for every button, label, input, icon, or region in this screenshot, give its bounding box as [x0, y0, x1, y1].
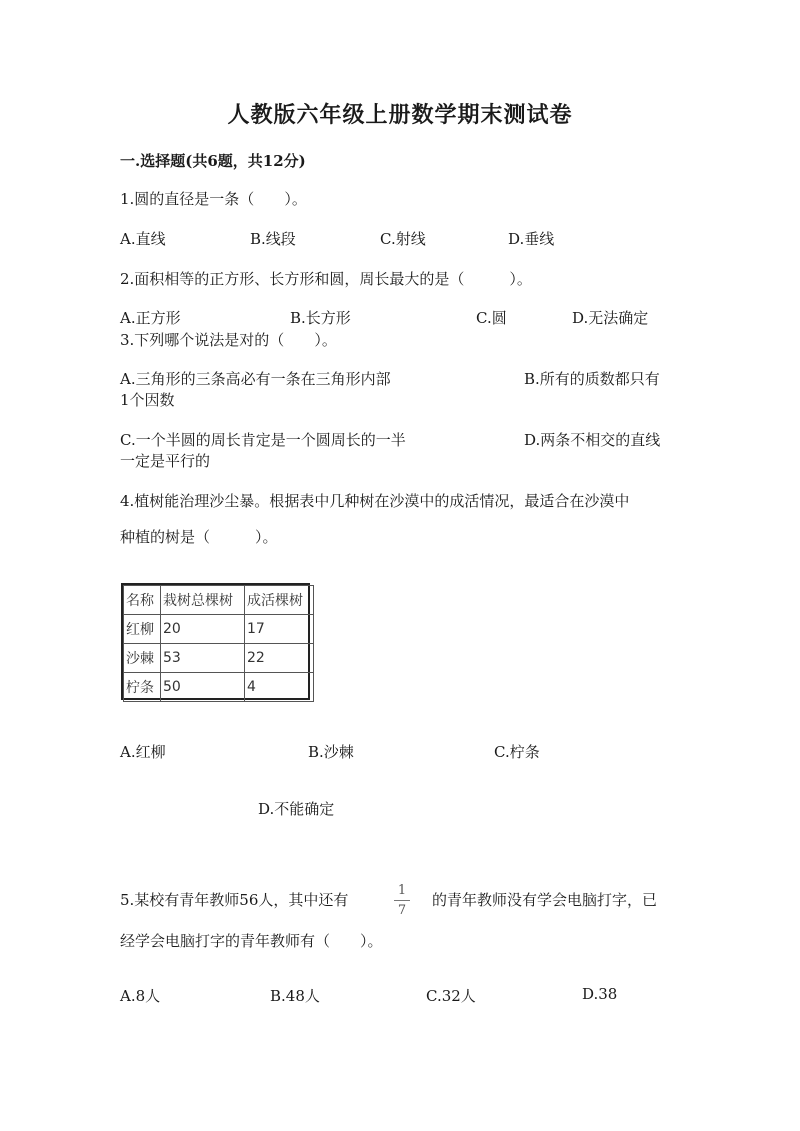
question-5-stem-part2: 的青年教师没有学会电脑打字，已: [432, 891, 658, 909]
table-cell: 22: [245, 644, 314, 673]
table-cell: 53: [161, 644, 245, 673]
table-cell: 柠条: [124, 673, 161, 702]
table-row: [124, 644, 314, 673]
table-cell: 20: [161, 615, 245, 644]
q2-option-a: A.正方形: [120, 309, 181, 327]
question-4-stem-line1: 4.植树能治理沙尘暴。根据表中几种树在沙漠中的成活情况，最适合在沙漠中: [120, 492, 630, 510]
q2-option-c: C.圆: [476, 309, 507, 327]
question-3-stem: 3.下列哪个说法是对的（ ）。: [120, 331, 337, 349]
table-cell: 17: [245, 615, 314, 644]
q3-option-a: A.三角形的三条高必有一条在三角形内部: [120, 370, 391, 388]
table-header-cell: 栽树总棵树: [161, 586, 245, 615]
table-header-row: [124, 586, 314, 615]
q3-option-c: C.一个半圆的周长肯定是一个圆周长的一半: [120, 431, 406, 449]
q1-option-d: D.垂线: [508, 230, 555, 248]
q3-option-b-cont: 1个因数: [120, 391, 175, 409]
q4-option-b: B.沙棘: [308, 743, 354, 761]
q3-option-d-cont: 一定是平行的: [120, 452, 211, 470]
question-5-stem-line2: 经学会电脑打字的青年教师有（ ）。: [120, 932, 383, 950]
question-1-stem: 1.圆的直径是一条（ ）。: [120, 190, 307, 208]
q3-option-b: B.所有的质数都只有: [524, 370, 660, 388]
q4-option-c: C.柠条: [494, 743, 540, 761]
question-5-stem-part1: 5.某校有青年教师56人，其中还有: [120, 891, 349, 909]
table-cell: 红柳: [124, 615, 161, 644]
fraction-numerator: 1: [397, 883, 407, 898]
section-heading: 一.选择题(共6题，共12分): [120, 152, 306, 170]
tree-survival-table: [123, 585, 314, 702]
table-header-cell: 成活棵树: [245, 586, 314, 615]
question-4-stem-line2: 种植的树是（ ）。: [120, 528, 278, 546]
q2-option-d: D.无法确定: [572, 309, 649, 327]
q5-option-d: D.38: [582, 985, 618, 1003]
q1-option-a: A.直线: [120, 230, 166, 248]
q4-option-d: D.不能确定: [258, 800, 335, 818]
q5-option-b: B.48人: [270, 987, 320, 1005]
table-header-cell: 名称: [124, 586, 161, 615]
q2-option-b: B.长方形: [290, 309, 351, 327]
q1-option-b: B.线段: [250, 230, 296, 248]
fraction-bar: [394, 900, 410, 901]
q4-option-a: A.红柳: [120, 743, 166, 761]
q5-option-a: A.8人: [120, 987, 161, 1005]
question-2-stem: 2.面积相等的正方形、长方形和圆，周长最大的是（ ）。: [120, 270, 532, 288]
page-title: 人教版六年级上册数学期末测试卷: [227, 102, 573, 128]
q1-option-c: C.射线: [380, 230, 426, 248]
table-row: [124, 615, 314, 644]
q3-option-d: D.两条不相交的直线: [524, 431, 661, 449]
fraction-denominator: 7: [397, 903, 407, 918]
table-cell: 沙棘: [124, 644, 161, 673]
table-cell: 50: [161, 673, 245, 702]
fraction-one-seventh: [394, 882, 410, 919]
table-cell: 4: [245, 673, 314, 702]
table-row: [124, 673, 314, 702]
q5-option-c: C.32人: [426, 987, 476, 1005]
